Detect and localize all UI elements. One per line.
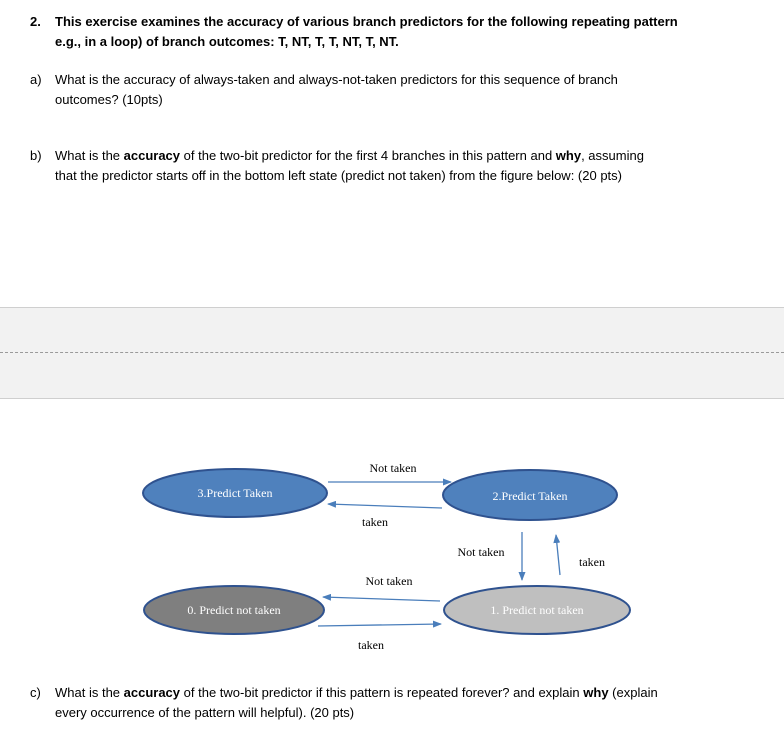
part-c (30, 683, 760, 723)
edge-label-2-to-1: Not taken (457, 545, 505, 559)
two-bit-predictor-diagram (0, 440, 784, 660)
arrow-2-to-3 (328, 504, 442, 508)
part-b-text-post: , assuming (581, 148, 644, 163)
state-0-predict-not-taken (144, 586, 324, 634)
state-1-predict-not-taken (444, 586, 630, 634)
edge-label-2-to-3: taken (362, 515, 388, 529)
state-0-label: 0. Predict not taken (187, 603, 281, 617)
part-b-text-pre: What is the (55, 148, 124, 163)
edge-label-1-to-2: taken (579, 555, 605, 569)
question-2 (30, 12, 750, 52)
part-c-bold-accuracy: accuracy (123, 685, 181, 700)
part-b-label: b) (30, 148, 42, 163)
state-3-label: 3.Predict Taken (197, 486, 273, 500)
part-a-line-2: outcomes? (10pts) (55, 92, 163, 107)
arrow-1-to-0 (323, 597, 440, 601)
state-3-predict-taken (143, 469, 327, 517)
part-b-text-mid: of the two-bit predictor for the first 4 branches in this pattern and (180, 148, 556, 163)
question-2-line-2: e.g., in a loop) of branch outcomes: T, NT, T, T, NT, T, NT. (55, 34, 399, 49)
part-b-bold-why: why (555, 148, 582, 163)
part-c-text-mid: of the two-bit predictor if this pattern is repeated forever? and explain (180, 685, 584, 700)
part-c-text-post: (explain (608, 685, 658, 700)
question-number: 2. (30, 14, 41, 29)
arrow-1-to-2 (556, 535, 560, 575)
part-a (30, 70, 760, 110)
state-2-label: 2.Predict Taken (492, 489, 568, 503)
page-gap-top (0, 307, 784, 353)
part-b (30, 146, 760, 186)
edge-label-0-to-1: taken (358, 638, 384, 652)
arrow-0-to-1 (318, 624, 441, 626)
state-2-predict-taken (443, 470, 617, 520)
question-2-line-1: This exercise examines the accuracy of various branch predictors for the following repeating pattern (55, 14, 678, 29)
part-c-line-1 (55, 683, 760, 703)
state-1-label: 1. Predict not taken (490, 603, 584, 617)
edge-label-3-to-2: Not taken (369, 461, 417, 475)
part-a-line-1: What is the accuracy of always-taken and always-not-taken predictors for this sequence of branch (55, 72, 618, 87)
part-a-label: a) (30, 72, 42, 87)
part-b-line-2: that the predictor starts off in the bottom left state (predict not taken) from the figure below: (20 pts) (55, 168, 622, 183)
part-c-label: c) (30, 685, 41, 700)
part-b-bold-accuracy: accuracy (123, 148, 181, 163)
edge-label-1-to-0: Not taken (365, 574, 413, 588)
page-gap-bottom (0, 353, 784, 399)
part-b-line-1 (55, 146, 760, 166)
part-c-line-2: every occurrence of the pattern will helpful). (20 pts) (55, 705, 355, 720)
part-c-bold-why: why (583, 685, 609, 700)
part-c-text-pre: What is the (55, 685, 124, 700)
